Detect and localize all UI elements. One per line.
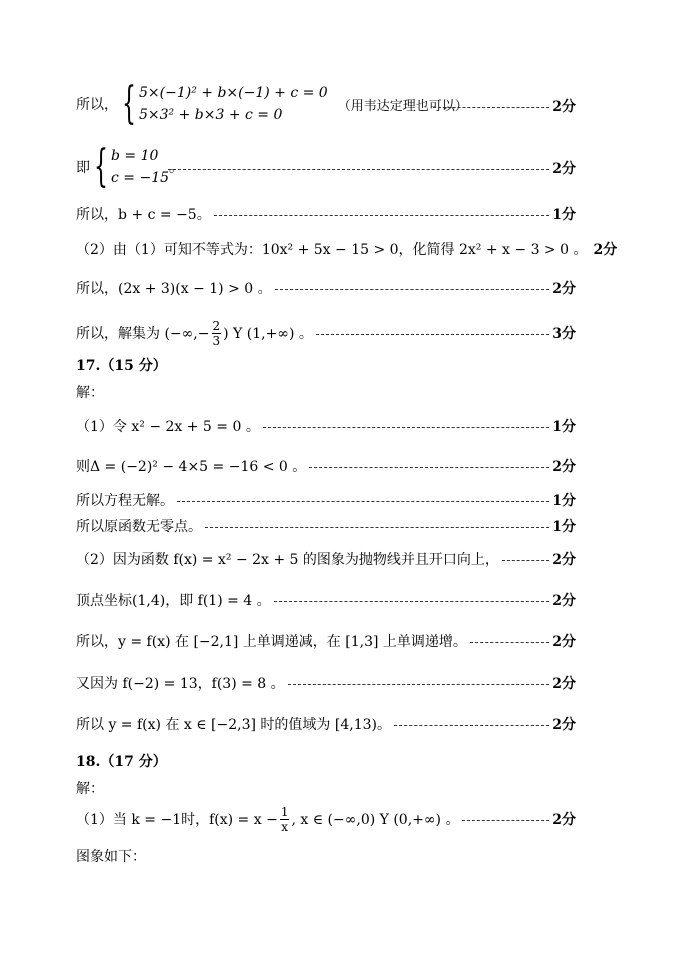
line-text-before: （1）当 k = −1时，f(x) = x −: [76, 812, 278, 828]
score: 1分: [552, 419, 576, 435]
dash-leader: [168, 169, 549, 171]
line-text: 则Δ = (−2)² − 4×5 = −16 < 0 。: [76, 459, 307, 475]
solution-line: [76, 203, 576, 225]
equation-system-1: [76, 78, 468, 129]
score: 2分: [552, 99, 576, 115]
score: 2分: [552, 281, 576, 297]
solution-line: [76, 415, 576, 437]
solution-line: [76, 515, 576, 537]
score: 1分: [552, 493, 576, 509]
solution-line: [76, 713, 576, 735]
solution-line: [76, 489, 576, 511]
fraction-numerator: 1: [280, 804, 289, 819]
line-text: （1）令 x² − 2x + 5 = 0 。: [76, 419, 260, 435]
dash-leader: [214, 215, 550, 217]
system-1-eq2: 5×3² + b×3 + c = 0: [139, 107, 283, 123]
solution-line: [76, 548, 576, 570]
line-text-before: 所以，解集为 (−∞,−: [76, 326, 210, 342]
fraction-denominator: 3: [212, 333, 221, 348]
question-17-jie: 解：: [76, 385, 104, 401]
dash-leader: [316, 334, 549, 336]
question-18-jie: 解：: [76, 781, 104, 797]
line-text: 所以原函数无零点。: [76, 519, 202, 535]
score: 3分: [552, 326, 576, 342]
system-1-equations: [139, 85, 328, 123]
system-1-note: （用韦达定理也可以）: [337, 98, 468, 114]
solution-line: [76, 318, 576, 348]
brace-symbol: {: [94, 141, 108, 192]
system-2-suffix: 。: [169, 160, 184, 176]
score: 2分: [552, 717, 576, 733]
solution-line: [76, 630, 576, 652]
score: 1分: [552, 207, 576, 223]
score: 2分: [552, 593, 576, 609]
dash-leader: [275, 289, 550, 291]
line-text: （2）由（1）可知不等式为：10x² + 5x − 15 > 0，化简得 2x² + x − 3 > 0 。: [76, 242, 588, 258]
dash-leader: [470, 642, 549, 644]
line-text: 所以，(2x + 3)(x − 1) > 0 。: [76, 281, 272, 297]
question-18-heading: 18.（17 分）: [76, 754, 167, 770]
score: 1分: [552, 519, 576, 535]
dash-leader: [462, 820, 549, 822]
line-text: 所以 y = f(x) 在 x ∈ [−2,3] 时的值域为 [4,13)。: [76, 717, 391, 733]
line-text: 所以，b + c = −5。: [76, 207, 211, 223]
fraction-numerator: 2: [212, 318, 221, 333]
score: 2分: [552, 676, 576, 692]
fraction: [212, 319, 222, 348]
dash-leader: [263, 427, 549, 429]
solution-line: [76, 277, 576, 299]
dash-leader: [177, 501, 549, 503]
question-17-heading: 17.（15 分）: [76, 358, 167, 374]
dash-leader: [205, 527, 549, 529]
system-2-eq2: c = −15: [111, 170, 170, 186]
dash-leader: [502, 560, 549, 562]
line-text-after: ) Y (1,+∞) 。: [223, 326, 313, 342]
line-text: 顶点坐标(1,4)，即 f(1) = 4 。: [76, 593, 271, 609]
dash-leader: [288, 684, 550, 686]
solution-line: [76, 672, 576, 694]
fraction: [280, 805, 290, 834]
line-text: 又因为 f(−2) = 13，f(3) = 8 。: [76, 676, 285, 692]
system-2-eq1: b = 10: [111, 148, 159, 164]
system-2-prefix: 即: [76, 160, 90, 176]
line-text: （2）因为函数 f(x) = x² − 2x + 5 的图象为抛物线并且开口向上，: [76, 552, 499, 568]
system-1-prefix: 所以，: [76, 97, 118, 113]
dash-leader: [309, 467, 549, 469]
system-1-score-line: [430, 95, 576, 117]
score: 2分: [593, 242, 618, 258]
line-text: 所以，y = f(x) 在 [−2,1] 上单调递减，在 [1,3] 上单调递增。: [76, 634, 467, 650]
solution-line: [76, 238, 618, 260]
solution-line: [76, 804, 576, 834]
brace-symbol: {: [122, 78, 136, 129]
score: 2分: [552, 812, 576, 828]
dash-leader: [394, 725, 549, 727]
fraction-denominator: x: [281, 819, 289, 834]
line-text: 所以方程无解。: [76, 493, 174, 509]
dash-leader: [274, 601, 550, 603]
system-1-eq1: 5×(−1)² + b×(−1) + c = 0: [139, 85, 328, 101]
solution-line: [76, 455, 576, 477]
score: 2分: [552, 459, 576, 475]
solution-line: [76, 589, 576, 611]
dash-leader: [433, 107, 549, 109]
score: 2分: [552, 161, 576, 177]
system-2-equations: [111, 148, 169, 186]
system-2-score-line: [165, 157, 576, 179]
score: 2分: [552, 634, 576, 650]
graph-label: 图象如下：: [76, 849, 146, 865]
line-text-after: , x ∈ (−∞,0) Y (0,+∞) 。: [291, 812, 460, 828]
score: 2分: [552, 552, 576, 568]
